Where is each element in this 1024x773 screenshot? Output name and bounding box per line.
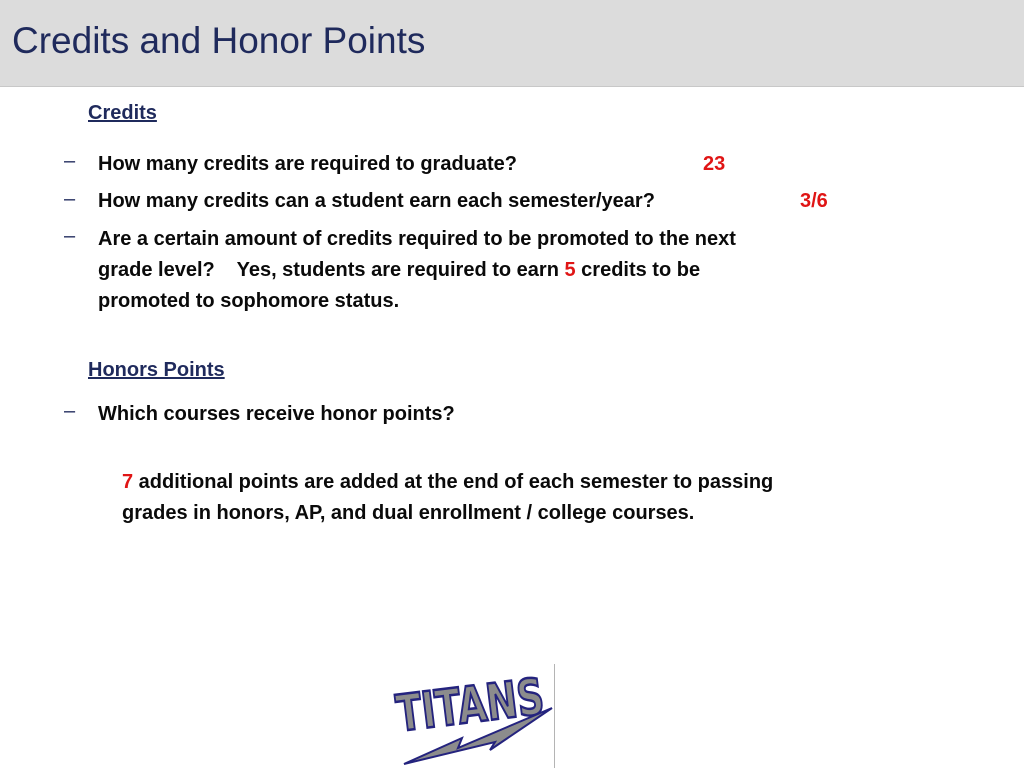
honors-note [122,467,782,529]
titans-logo [392,661,599,768]
credits-question-3-line-1: Are a certain amount of credits required to be promoted to the next [98,228,736,250]
bullet-dash: – [64,225,76,247]
credits-promotion-number: 5 [564,259,576,281]
titans-logo-image [392,661,599,768]
credits-heading: Credits [88,102,157,124]
honors-note-text: additional points are added at the end of each semester to passing grades in honors, AP, and dual enrollment / college courses. [122,471,774,524]
honors-points-number: 7 [122,471,134,493]
honors-heading: Honors Points [88,359,225,381]
titans-wordmark: TITANS [393,661,599,744]
credits-answer-2: 3/6 [800,190,828,212]
credits-question-3-line-3: promoted to sophomore status. [98,290,400,312]
credits-question-2: How many credits can a student earn each semester/year? [98,190,655,212]
credits-question-3-text: grade level? Yes, students are required to earn [98,259,565,281]
bullet-dash: – [64,188,76,210]
slide-title: Credits and Honor Points [12,20,426,61]
bullet-dash: – [64,400,76,422]
logo-divider [554,664,555,768]
honors-question-1: Which courses receive honor points? [98,403,455,425]
credits-answer-1: 23 [703,153,726,175]
credits-question-3-text-end: credits to be [575,259,701,281]
credits-question-3-line-2 [98,259,700,282]
bullet-dash: – [64,150,76,172]
credits-question-1: How many credits are required to graduate? [98,153,517,175]
title-bar [0,0,1024,87]
